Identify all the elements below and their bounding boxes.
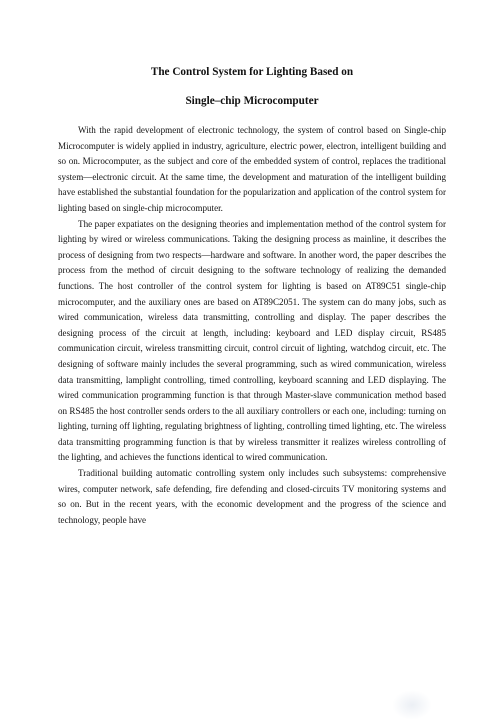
- document-body: [58, 123, 446, 528]
- paragraph-2: The paper expatiates on the designing theories and implementation method of the control system for lighting by wired or wireless communications. Taking the designing process as mainline, it describes the process of designing from two respects—hardware and software. In another word, the paper describes the process from the method of circuit designing to the software technology of realizing the demanded functions. The host controller of the control system for lighting is based on AT89C51 single-chip microcomputer, and the auxiliary ones are based on AT89C2051. The system can do many jobs, such as wired communication, wireless data transmitting, controlling and display. The paper describes the designing process of the circuit at length, including: keyboard and LED display circuit, RS485 communication circuit, wireless transmitting circuit, control circuit of lighting, watchdog circuit, etc. The designing of software mainly includes the several programming, such as wired communication, wireless data transmitting, lamplight controlling, timed controlling, keyboard scanning and LED displaying. The wired communication programming function is that through Master-slave communication method based on RS485 the host controller sends orders to the all auxiliary controllers or each one, including: turning on lighting, turning off lighting, regulating brightness of lighting, controlling timed lighting, etc. The wireless data transmitting programming function is that by wireless transmitter it realizes wireless controlling of the lighting, and achieves the functions identical to wired communication.: [58, 218, 446, 463]
- paragraph-1: With the rapid development of electronic technology, the system of control based on Single-chip Microcomputer is widely applied in industry, agriculture, electric power, electron, intelligent building and so on. Microcomputer, as the subject and core of the embedded system of control, replaces the traditional system—electronic circuit. At the same time, the development and maturation of the intelligent building have established the substantial foundation for the popularization and application of the control system for lighting based on single-chip microcomputer.: [58, 125, 446, 213]
- title-line-1: The Control System for Lighting Based on: [150, 66, 354, 78]
- watermark-mark: [392, 690, 432, 720]
- paragraph-3: Traditional building automatic controlling system only includes such subsystems: comprehensive wires, computer network, safe defending, fire defending and closed-circuits TV monitoring systems and so on. But in the recent years, with the economic development and the progress of the science and technology, people have: [58, 468, 446, 525]
- title-line-2: Single–chip Microcomputer: [185, 95, 319, 107]
